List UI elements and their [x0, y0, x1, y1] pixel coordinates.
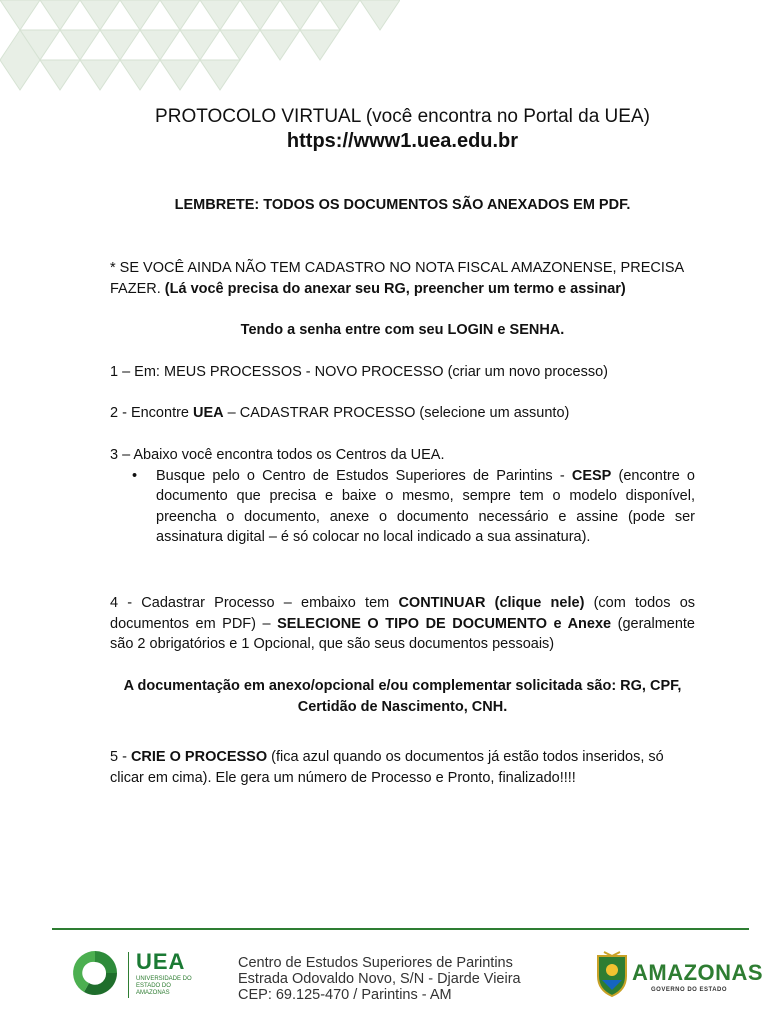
- amazonas-crest-icon: [594, 950, 630, 998]
- intro-paragraph: * SE VOCÊ AINDA NÃO TEM CADASTRO NO NOTA FISCAL AMAZONENSE, PRECISA FAZER. (Lá você precisa do anexar seu RG, preencher um termo e assinar): [110, 260, 684, 297]
- uea-logo-icon: [68, 948, 122, 998]
- list-item: • Busque pelo o Centro de Estudos Superiores de Parintins - CESP (encontre o documento que precisa e baixe o mesmo, sempre tem o modelo disponível, preencha o documento, anexe o documento necessário e assine (pode ser assinatura digital – é só colocar no local indicado a sua assinatura).: [156, 466, 695, 548]
- pdf-reminder: LEMBRETE: TODOS OS DOCUMENTOS SÃO ANEXADOS EM PDF.: [174, 197, 631, 213]
- amazonas-subtitle: GOVERNO DO ESTADO: [651, 987, 728, 993]
- amazonas-wordmark: AMAZONAS: [632, 960, 764, 985]
- step-1: 1 – Em: MEUS PROCESSOS - NOVO PROCESSO (criar um novo processo): [110, 364, 608, 380]
- document-title-block: [110, 104, 695, 154]
- uea-wordmark: UEA UNIVERSIDADE DO ESTADO DO AMAZONAS: [136, 949, 192, 996]
- intro-bold: (Lá você precisa do anexar seu RG, preencher um termo e assinar): [164, 280, 626, 297]
- footer-address: Centro de Estudos Superiores de Parintins Estrada Odovaldo Novo, S/N - Djarde Vieira CEP: 69.125-470 / Parintins - AM: [238, 955, 521, 1003]
- portal-url: https://www1.uea.edu.br: [286, 130, 519, 152]
- login-note: Tendo a senha entre com seu LOGIN e SENHA.: [240, 322, 565, 338]
- step-2: 2 - Encontre UEA – CADASTRAR PROCESSO (selecione um assunto): [110, 405, 570, 421]
- page-title: PROTOCOLO VIRTUAL (você encontra no Portal da UEA): [155, 106, 650, 127]
- documents-note: A documentação em anexo/opcional e/ou complementar solicitada são: RG, CPF, Certidão de Nascimento, CNH.: [123, 678, 682, 715]
- step-5: 5 - CRIE O PROCESSO (fica azul quando os documentos já estão todos inseridos, só clicar em cima). Ele gera um número de Processo e Pronto, finalizado!!!!: [110, 749, 664, 786]
- footer-divider: [52, 928, 749, 930]
- step-3: [110, 445, 695, 548]
- logo-separator: [128, 952, 129, 998]
- step-4: 4 - Cadastrar Processo – embaixo tem CONTINUAR (clique nele) (com todos os documentos em PDF) – SELECIONE O TIPO DE DOCUMENTO e Anexe (geralmente são 2 obrigatórios e 1 Opcional, que são seus documentos pessoais): [110, 595, 696, 652]
- step-3-text: 3 – Abaixo você encontra todos os Centros da UEA.: [110, 447, 445, 463]
- header-pattern: [0, 0, 400, 100]
